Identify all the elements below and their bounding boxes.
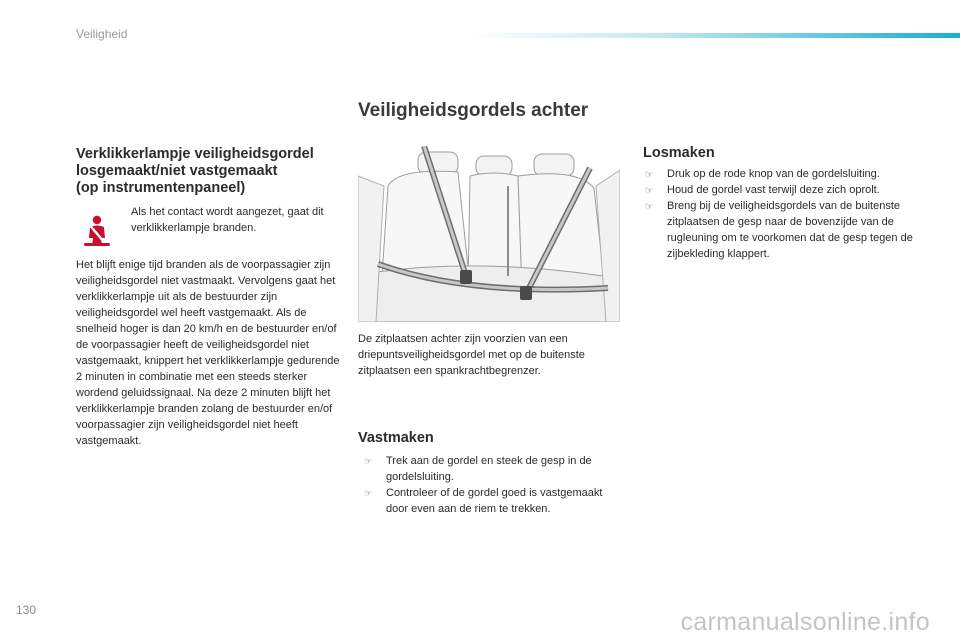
rear-seat-belts-illustration <box>358 146 620 322</box>
page-number: 130 <box>16 603 37 617</box>
seatbelt-warning-icon <box>82 215 112 249</box>
list-item <box>362 453 620 485</box>
watermark[interactable]: carmanualsonline.info <box>680 608 930 636</box>
section-label: Veiligheid <box>76 27 128 41</box>
release-title: Losmaken <box>643 145 715 161</box>
fasten-title: Vastmaken <box>358 430 434 446</box>
release-step-text: Druk op de rode knop van de gordelsluiting. <box>667 168 880 180</box>
release-step-text: Houd de gordel vast terwijl deze zich oprolt. <box>667 184 880 196</box>
pointing-hand-icon: ☞ <box>364 488 373 498</box>
pointing-hand-icon: ☞ <box>364 456 373 466</box>
pointing-hand-icon: ☞ <box>645 201 654 211</box>
warning-lamp-title <box>76 146 346 197</box>
pointing-hand-icon: ☞ <box>645 185 654 195</box>
warning-lamp-description: Het blijft enige tijd branden als de voorpassagier zijn veiligheidsgordel niet vastmaakt. Vervolgens gaat het verklikkerlampje uit als de bestuurder zijn veiligheidsgordel wel heeft vastgemaakt. Als de snelheid hoger is dan 20 km/h en de bestuurder en/of de voorpassagier heeft de veiligheidsgordel niet vastgemaakt, knippert het verklikkerlampje gedurende 2 minuten in combinatie met een steeds sterker wordend geluidssignaal. Na deze 2 minuten blijft het verklikkerlampje branden zolang de bestuurder en/of voorpassagier zijn veiligheidsgordel niet heeft vastgemaakt. <box>76 259 340 447</box>
list-item <box>643 198 913 262</box>
list-item <box>362 485 620 517</box>
page-title: Veiligheidsgordels achter <box>358 100 589 121</box>
list-item <box>643 166 913 182</box>
list-item <box>643 182 913 198</box>
warning-lamp-title-line: losgemaakt/niet vastgemaakt <box>76 163 278 179</box>
fasten-step-text: Trek aan de gordel en steek de gesp in de gordelsluiting. <box>386 455 592 483</box>
fasten-steps <box>362 453 620 517</box>
fasten-step-text: Controleer of de gordel goed is vastgemaakt door even aan de riem te trekken. <box>386 487 603 515</box>
rear-seat-belts-caption: De zitplaatsen achter zijn voorzien van een driepuntsveiligheidsgordel met op de buitenste zitplaatsen een spankrachtbegrenzer. <box>358 333 585 377</box>
header-accent-bar <box>470 33 960 38</box>
pointing-hand-icon: ☞ <box>645 169 654 179</box>
warning-lamp-title-line: (op instrumentenpaneel) <box>76 180 246 196</box>
warning-lamp-intro: Als het contact wordt aangezet, gaat dit verklikkerlampje branden. <box>131 206 324 234</box>
warning-lamp-title-line: Verklikkerlampje veiligheidsgordel <box>76 146 314 162</box>
release-steps <box>643 166 913 262</box>
release-step-text: Breng bij de veiligheidsgordels van de buitenste zitplaatsen de gesp naar de bovenzijde van de rugleuning om te voorkomen dat de gesp tegen de zijbekleding klappert. <box>667 200 913 260</box>
